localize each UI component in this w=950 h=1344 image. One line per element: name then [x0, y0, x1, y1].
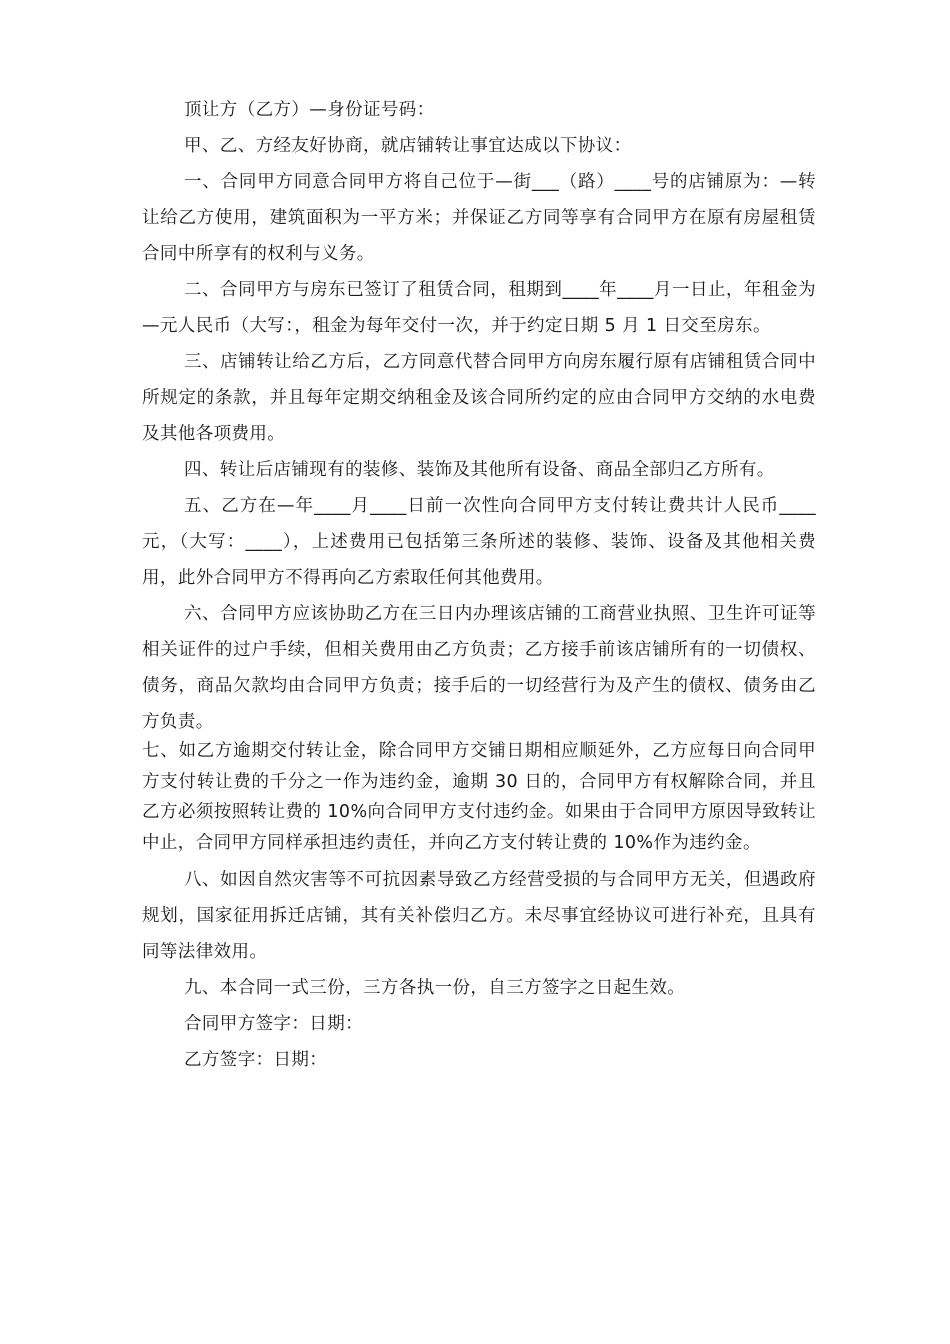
clause-8: 八、如因自然灾害等不可抗因素导致乙方经营受损的与合同甲方无关，但遇政府规划，国家征用拆迁店铺，其有关补偿归乙方。未尽事宜经协议可进行补充，且具有同等法律效用。 [142, 870, 816, 962]
transferee-id-line: 顶让方（乙方）—身份证号码： [184, 100, 435, 120]
clause-5: 五、乙方在—年____月____日前一次性向合同甲方支付转让费共计人民币____元，（大写：____），上述费用已包括第三条所述的装修、装饰、设备及其他相关费用，此外合同甲方不得再向乙方索取任何其他费用。 [142, 496, 816, 588]
clause-6: 六、合同甲方应该协助乙方在三日内办理该店铺的工商营业执照、卫生许可证等相关证件的过户手续，但相关费用由乙方负责；乙方接手前该店铺所有的一切债权、债务，商品欠款均由合同甲方负责；接手后的一切经营行为及产生的债权、债务由乙方负责。 [142, 604, 816, 732]
contract-body [142, 92, 816, 1078]
clause-2: 二、合同甲方与房东已签订了租赁合同，租期到____年____月一日止，年租金为—元人民币（大写：，租金为每年交付一次，并于约定日期 5 月 1 日交至房东。 [142, 280, 816, 336]
clause-3: 三、店铺转让给乙方后，乙方同意代替合同甲方向房东履行原有店铺租赁合同中所规定的条款，并且每年定期交纳租金及该合同所约定的应由合同甲方交纳的水电费及其他各项费用。 [142, 352, 816, 444]
party-a-signature-line: 合同甲方签字：日期： [184, 1014, 363, 1034]
clause-7: 七、如乙方逾期交付转让金，除合同甲方交铺日期相应顺延外，乙方应每日向合同甲方支付转让费的千分之一作为违约金，逾期 30 日的，合同甲方有权解除合同，并且乙方必须按照转让费的 10%向合同甲方支付违约金。如果由于合同甲方原因导致转让中止，合同甲方同样承担违约责任，并向乙方支付转让费的 10%作为违约金。 [142, 741, 816, 853]
party-b-signature-line: 乙方签字：日期： [184, 1050, 328, 1070]
clause-1: 一、合同甲方同意合同甲方将自己位于—街___（路）____号的店铺原为：—转让给乙方使用，建筑面积为一平方米；并保证乙方同等享有合同甲方在原有房屋租赁合同中所享有的权利与义务。 [142, 172, 816, 264]
clause-4: 四、转让后店铺现有的装修、装饰及其他所有设备、商品全部归乙方所有。 [184, 460, 775, 480]
clause-9: 九、本合同一式三份，三方各执一份，自三方签字之日起生效。 [184, 978, 686, 998]
agreement-intro: 甲、乙、方经友好协商，就店铺转让事宜达成以下协议： [184, 136, 632, 156]
